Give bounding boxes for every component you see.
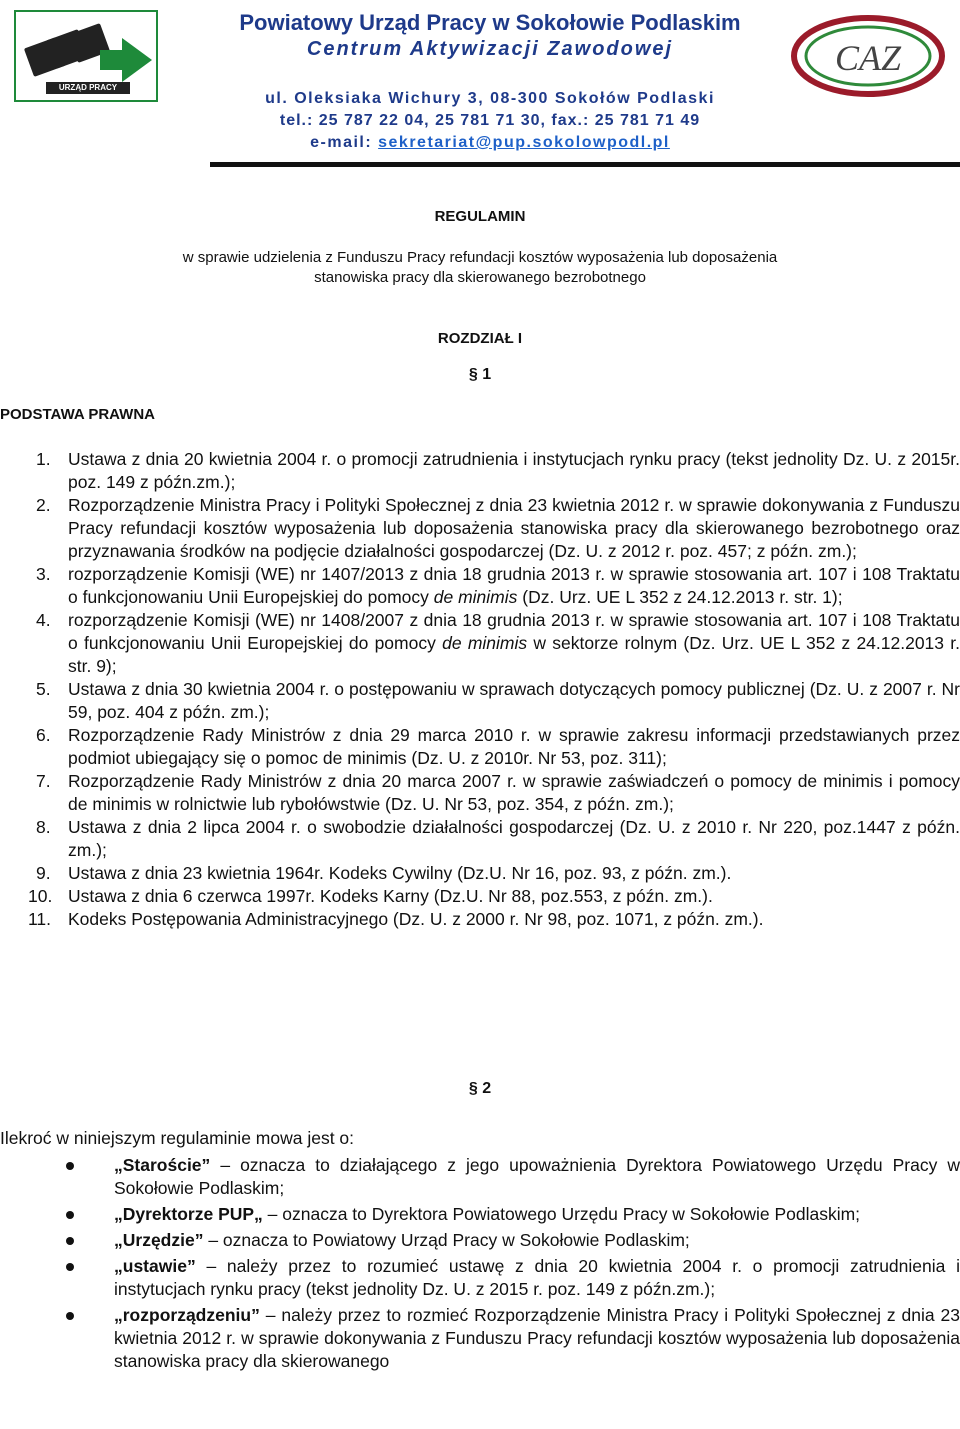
item-text: rozporządzenie Komisji (WE) nr 1408/2007 z dnia 18 grudnia 2013 r. w sprawie stosowania art. 107 i 108 Traktatu o funkcjonowaniu Unii Europejskiej do pomocy <box>68 610 960 653</box>
logo-arrow-bar <box>100 50 124 70</box>
definition-term: „ustawie” <box>114 1256 196 1276</box>
item-text: Rozporządzenie Ministra Pracy i Polityki Społecznej z dnia 23 kwietnia 2012 r. w sprawie dokonywania z Funduszu Pracy refundacji kosztów wyposażenia lub doposażenia stanowiska pracy dla skierowanego bezrobotnego oraz przyznawania środków na podjęcie działalności gospodarczej (Dz. U. z 2012 r. poz. 457; z późn. zm.); <box>68 495 960 561</box>
item-number: 11. <box>28 909 52 929</box>
definition-term: „Staroście” <box>114 1155 211 1175</box>
document-subtitle <box>0 248 960 288</box>
subtitle-line-2: stanowiska pracy dla skierowanego bezrobotnego <box>314 269 646 286</box>
logo-arrow-icon <box>122 38 152 82</box>
header-divider <box>210 162 960 167</box>
caz-logo-text: CAZ <box>834 38 902 78</box>
caz-logo <box>788 14 948 98</box>
address: ul. Oleksiaka Wichury 3, 08-300 Sokołów Podlaski <box>265 90 715 107</box>
legal-basis-item <box>36 862 960 885</box>
definition-text: – należy przez to rozumieć ustawę z dnia 20 kwietnia 2004 r. o promocji zatrudnienia i instytucjach rynku pracy (tekst jednolity Dz. U. z 2015 r. poz. 149 z późn.zm.); <box>114 1256 960 1299</box>
item-number: 9. <box>36 863 51 883</box>
legal-basis-item <box>36 609 960 678</box>
urzad-pracy-logo <box>14 10 158 102</box>
item-text: Kodeks Postępowania Administracyjnego (Dz. U. z 2000 r. Nr 98, poz. 1071, z późn. zm.). <box>68 909 764 929</box>
item-italic: de minimis <box>442 633 528 653</box>
definition-term: „Urzędzie” <box>114 1230 204 1250</box>
legal-basis-item <box>28 908 960 931</box>
item-number: 6. <box>36 725 51 745</box>
legal-basis-heading: PODSTAWA PRAWNA <box>0 406 156 423</box>
item-number: 5. <box>36 679 51 699</box>
item-text: Ustawa z dnia 30 kwietnia 2004 r. o postępowaniu w sprawach dotyczących pomocy publicznej (Dz. U. z 2007 r. Nr 59, poz. 404 z późn. zm.); <box>68 679 960 722</box>
email-line <box>170 134 810 152</box>
definition-text: – oznacza to działającego z jego upoważnienia Dyrektora Powiatowego Urzędu Pracy w Sokołowie Podlaskim; <box>114 1155 960 1198</box>
item-number: 4. <box>36 610 51 630</box>
phone-fax: tel.: 25 787 22 04, 25 781 71 30, fax.: 25 781 71 49 <box>279 112 701 129</box>
legal-basis-item <box>36 816 960 862</box>
chapter-heading: ROZDZIAŁ I <box>437 330 523 347</box>
item-number: 2. <box>36 495 51 515</box>
item-text-end: w sektorze rolnym (Dz. Urz. UE L 352 z 24.12.2013 r. str. 9); <box>68 633 960 676</box>
legal-basis-item <box>36 494 960 563</box>
legal-basis-item <box>36 770 960 816</box>
definition-item <box>66 1255 960 1301</box>
item-number: 3. <box>36 564 51 584</box>
definition-item <box>66 1304 960 1373</box>
definitions-intro: Ilekroć w niniejszym regulaminie mowa jest o: <box>0 1128 355 1148</box>
item-text: Ustawa z dnia 6 czerwca 1997r. Kodeks Karny (Dz.U. Nr 88, poz.553, z późn. zm.). <box>68 886 713 906</box>
org-name: Powiatowy Urząd Pracy w Sokołowie Podlaskim <box>239 10 741 35</box>
definition-term: „rozporządzeniu” <box>114 1305 260 1325</box>
bullet-icon <box>66 1263 74 1271</box>
subtitle-line-1: w sprawie udzielenia z Funduszu Pracy refundacji kosztów wyposażenia lub doposażenia <box>182 249 778 266</box>
email-label: e-mail: <box>310 134 379 151</box>
bullet-icon <box>66 1211 74 1219</box>
item-number: 1. <box>36 449 51 469</box>
item-number: 8. <box>36 817 51 837</box>
item-number: 7. <box>36 771 51 791</box>
email-link[interactable]: sekretariat@pup.sokolowpodl.pl <box>378 134 670 151</box>
legal-basis-item <box>36 678 960 724</box>
bullet-icon <box>66 1237 74 1245</box>
legal-basis-list <box>28 448 960 931</box>
item-italic: de minimis <box>433 587 518 607</box>
definition-text: – oznacza to Dyrektora Powiatowego Urzędu Pracy w Sokołowie Podlaskim; <box>262 1204 861 1224</box>
logo-label: URZĄD PRACY <box>46 82 130 94</box>
legal-basis-item <box>36 724 960 770</box>
section-2-heading: § 2 <box>468 1080 492 1097</box>
definition-text: – oznacza to Powiatowy Urząd Pracy w Sokołowie Podlaskim; <box>203 1230 690 1250</box>
definition-text: – należy przez to rozmieć Rozporządzenie Ministra Pracy i Polityki Społecznej z dnia 23 kwietnia 2012 r. w sprawie dokonywania z Funduszu Pracy refundacji kosztów wyposażenia lub doposażenia stanowiska pracy dla skierowanego <box>114 1305 960 1371</box>
item-text: Rozporządzenie Rady Ministrów z dnia 20 marca 2007 r. w sprawie zaświadczeń o pomocy de minimis i pomocy de minimis w rolnictwie lub rybołówstwie (Dz. U. Nr 53, poz. 354, z późn. zm.); <box>68 771 960 814</box>
bullet-icon <box>66 1312 74 1320</box>
center-name: Centrum Aktywizacji Zawodowej <box>306 38 674 60</box>
item-number: 10. <box>28 886 53 906</box>
definitions-list <box>66 1154 960 1376</box>
item-text-end: (Dz. Urz. UE L 352 z 24.12.2013 r. str. 1); <box>517 587 843 607</box>
definition-item <box>66 1203 960 1226</box>
item-text: rozporządzenie Komisji (WE) nr 1407/2013 z dnia 18 grudnia 2013 r. w sprawie stosowania art. 107 i 108 Traktatu o funkcjonowaniu Unii Europejskiej do pomocy <box>68 564 960 607</box>
document-title: REGULAMIN <box>434 208 526 225</box>
legal-basis-item <box>28 885 960 908</box>
item-text: Ustawa z dnia 23 kwietnia 1964r. Kodeks Cywilny (Dz.U. Nr 16, poz. 93, z późn. zm.). <box>68 863 732 883</box>
legal-basis-item <box>36 563 960 609</box>
definition-item <box>66 1154 960 1200</box>
definition-term: „Dyrektorze PUP„ <box>114 1204 263 1224</box>
item-text: Rozporządzenie Rady Ministrów z dnia 29 marca 2010 r. w sprawie zakresu informacji przedstawianych przez podmiot ubiegający się o pomoc de minimis (Dz. U. z 2010r. Nr 53, poz. 311); <box>68 725 960 768</box>
bullet-icon <box>66 1162 74 1170</box>
section-1-heading: § 1 <box>468 366 492 383</box>
legal-basis-item <box>36 448 960 494</box>
item-text: Ustawa z dnia 2 lipca 2004 r. o swobodzie działalności gospodarczej (Dz. U. z 2010 r. Nr 220, poz.1447 z późn. zm.); <box>68 817 960 860</box>
definition-item <box>66 1229 960 1252</box>
item-text: Ustawa z dnia 20 kwietnia 2004 r. o promocji zatrudnienia i instytucjach rynku pracy (tekst jednolity Dz. U. z 2015r. poz. 149 z późn.zm.); <box>68 449 960 492</box>
